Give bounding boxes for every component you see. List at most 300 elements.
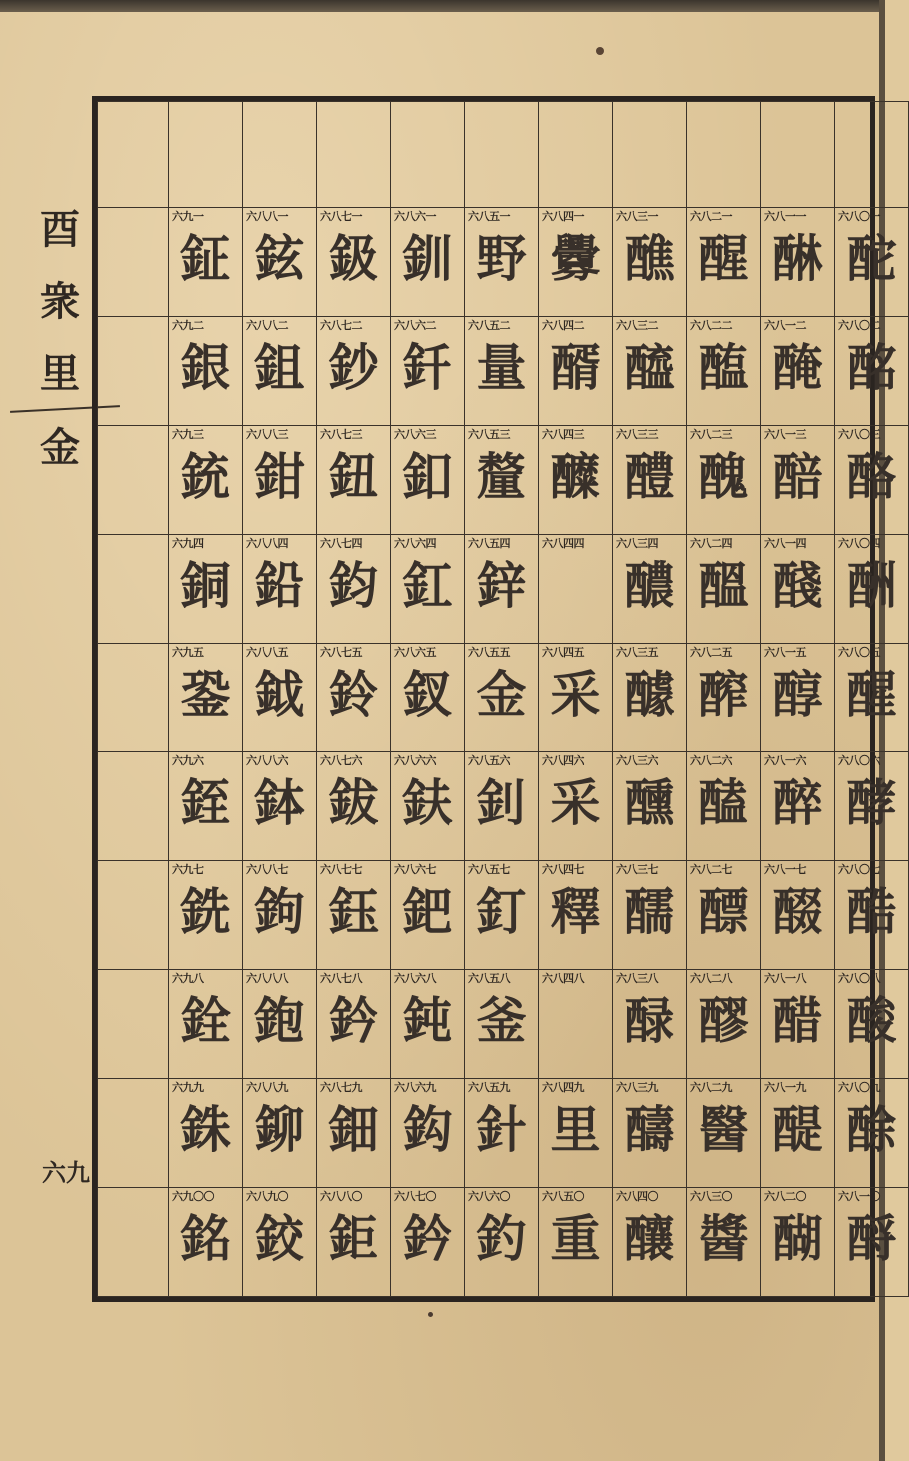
character-entry [243,643,317,752]
entry-character: 醊 [772,882,823,942]
entry-number: 六八七〇 [394,1190,436,1204]
blank-header-cell [317,102,391,208]
entry-number: 六八八〇 [320,1190,362,1204]
entry-number: 六八六三 [394,427,436,441]
character-entry [539,425,613,534]
entry-number: 六九六 [172,754,204,768]
character-entry [465,1079,539,1188]
entry-character: 銎 [180,664,231,724]
entry-character: 鉋 [254,991,305,1051]
blank-header-cell [613,102,687,208]
character-entry [539,643,613,752]
entry-number: 六八三五 [616,645,658,659]
entry-number: 六八八五 [246,645,288,659]
entry-number: 六八八一 [246,209,288,223]
blank-header-cell [761,102,835,208]
side-heading-char: 酉 [40,206,80,253]
character-entry [465,643,539,752]
character-entry [243,207,317,316]
character-entry [465,534,539,643]
entry-number: 六八二二 [690,318,732,332]
entry-number: 六九二 [172,318,204,332]
entry-character: 里 [550,1100,601,1160]
character-entry [391,207,465,316]
character-entry [317,534,391,643]
entry-number: 六八五九 [468,1081,510,1095]
entry-character: 釣 [476,1209,527,1269]
character-entry [613,207,687,316]
character-entry [687,752,761,861]
entry-number: 六八〇九 [838,1081,880,1095]
entry-number: 六八三七 [616,863,658,877]
entry-character: 醐 [772,1209,823,1269]
entry-character: 采 [550,664,601,724]
entry-number: 六八一一 [764,209,806,223]
character-entry [243,1079,317,1188]
character-entry [539,316,613,425]
entry-character: 醯 [624,337,675,397]
entry-character: 醬 [698,1209,749,1269]
entry-character: 醾 [550,446,601,506]
entry-character: 鉉 [254,228,305,288]
blank-header-cell [687,102,761,208]
entry-character: 醇 [772,664,823,724]
entry-number: 六八二七 [690,863,732,877]
entry-number: 六八〇二 [838,318,880,332]
character-entry [169,643,243,752]
entry-character: 鈐 [328,991,379,1051]
entry-character: 鈕 [328,446,379,506]
blank-header-cell [98,102,169,208]
entry-character: 鈔 [328,337,379,397]
entry-number: 六八三三 [616,427,658,441]
blank-header-cell [391,102,465,208]
entry-character: 醉 [772,773,823,833]
entry-number: 六八六五 [394,645,436,659]
character-entry [317,861,391,970]
entry-character: 酬 [846,555,897,615]
entry-number: 六八八二 [246,318,288,332]
entry-number: 六八七六 [320,754,362,768]
row-lead-cell [98,970,169,1079]
entry-number: 六八八三 [246,427,288,441]
character-entry [243,316,317,425]
character-entry [317,1188,391,1297]
entry-character: 釁 [550,228,601,288]
entry-number: 六八六〇 [468,1190,510,1204]
entry-character: 醴 [624,446,675,506]
ink-spot [596,47,604,55]
entry-number: 六八四五 [542,645,584,659]
entry-character: 鈴 [328,664,379,724]
entry-character: 醍 [772,1100,823,1160]
entry-number: 六八五一 [468,209,510,223]
entry-character: 鈒 [328,228,379,288]
row-lead-cell [98,861,169,970]
table-row [98,861,909,970]
entry-number: 六九八 [172,972,204,986]
character-entry [613,534,687,643]
entry-character: 醫 [698,1100,749,1160]
entry-number: 六八〇六 [838,754,880,768]
character-entry [761,643,835,752]
entry-number: 六八二八 [690,972,732,986]
character-entry [835,1079,909,1188]
page-number: 六九 [42,1158,90,1187]
entry-number: 六八八六 [246,754,288,768]
entry-character: 醆 [772,555,823,615]
entry-number: 六八三六 [616,754,658,768]
character-entry [613,643,687,752]
character-entry [835,1188,909,1297]
entry-character: 醥 [698,882,749,942]
entry-character: 釜 [476,991,527,1051]
character-entry [465,752,539,861]
entry-number: 六九〇〇 [172,1190,214,1204]
entry-number: 六八〇三 [838,427,880,441]
character-entry [835,207,909,316]
entry-number: 六八四〇 [616,1190,658,1204]
entry-character: 鈿 [328,1100,379,1160]
entry-number: 六八七七 [320,863,362,877]
entry-number: 六八三四 [616,536,658,550]
character-entry [243,970,317,1079]
entry-number: 六八五七 [468,863,510,877]
entry-number: 六八七九 [320,1081,362,1095]
entry-character: 酷 [846,882,897,942]
character-entry [539,1188,613,1297]
entry-character: 銓 [180,991,231,1051]
entry-number: 六八六九 [394,1081,436,1095]
entry-number: 六八四六 [542,754,584,768]
entry-character: 鋅 [476,555,527,615]
entry-number: 六八三九 [616,1081,658,1095]
entry-number: 六八一五 [764,645,806,659]
entry-character: 鉞 [254,664,305,724]
entry-character: 鉦 [180,228,231,288]
entry-character: 醢 [698,337,749,397]
entry-character: 銀 [180,337,231,397]
blank-header-cell [835,102,909,208]
character-entry [317,1079,391,1188]
entry-number: 六八八七 [246,863,288,877]
entry-character: 釗 [476,773,527,833]
entry-number: 六八七一 [320,209,362,223]
character-entry [687,643,761,752]
entry-character: 鈎 [402,1100,453,1160]
entry-character: 醋 [772,991,823,1051]
character-entry [243,861,317,970]
character-entry [613,1079,687,1188]
entry-character: 釺 [402,337,453,397]
entry-number: 六八〇八 [838,972,880,986]
character-entry [761,207,835,316]
entry-number: 六八二五 [690,645,732,659]
entry-character: 醂 [772,228,823,288]
character-entry [835,316,909,425]
entry-number: 六八四三 [542,427,584,441]
entry-number: 六八六四 [394,536,436,550]
entry-character: 醒 [846,664,897,724]
entry-character: 釋 [550,882,601,942]
character-entry [761,752,835,861]
entry-character: 醞 [698,555,749,615]
table-row [98,534,909,643]
entry-character: 酩 [846,337,897,397]
entry-character: 銅 [180,555,231,615]
character-entry [317,207,391,316]
entry-character: 鉏 [254,337,305,397]
table-row [98,752,909,861]
character-entry [687,970,761,1079]
entry-number: 六八九〇 [246,1190,288,1204]
entry-number: 六八六七 [394,863,436,877]
table-row [98,316,909,425]
entry-number: 六八二四 [690,536,732,550]
row-lead-cell [98,1188,169,1297]
header-row [98,102,909,208]
entry-number: 六九九 [172,1081,204,1095]
entry-number: 六八三八 [616,972,658,986]
entry-number: 六八二一 [690,209,732,223]
entry-number: 六八六一 [394,209,436,223]
entry-character: 銘 [180,1209,231,1269]
table-row [98,1188,909,1297]
character-entry [391,1079,465,1188]
entry-number: 六八六八 [394,972,436,986]
character-entry [687,425,761,534]
row-lead-cell [98,643,169,752]
character-entry [391,425,465,534]
character-entry [761,1079,835,1188]
character-entry [761,861,835,970]
character-entry [317,970,391,1079]
character-entry [835,534,909,643]
side-heading-char: 金 [40,424,80,471]
entry-character: 鈍 [402,991,453,1051]
character-entry [169,970,243,1079]
entry-number: 六八四四 [542,536,584,550]
blank-header-cell [169,102,243,208]
entry-number: 六八二三 [690,427,732,441]
entry-number: 六九四 [172,536,204,550]
blank-header-cell [539,102,613,208]
entry-number: 六八〇五 [838,645,880,659]
character-entry [761,425,835,534]
table-row [98,1079,909,1188]
entry-number: 六八七八 [320,972,362,986]
entry-character: 醵 [624,664,675,724]
character-entry [613,970,687,1079]
entry-character: 鈇 [402,773,453,833]
entry-number: 六八五三 [468,427,510,441]
entry-character: 酡 [846,228,897,288]
entry-character: 醘 [698,773,749,833]
entry-number: 六八〇七 [838,863,880,877]
entry-character: 鈸 [328,773,379,833]
entry-number: 六八一八 [764,972,806,986]
character-entry [169,1079,243,1188]
entry-number: 六八七四 [320,536,362,550]
entry-number: 六八一〇 [838,1190,880,1204]
entry-character: 釭 [402,555,453,615]
character-entry [835,861,909,970]
entry-character: 釦 [402,446,453,506]
entry-character: 醁 [624,991,675,1051]
entry-character: 酹 [846,1209,897,1269]
blank-header-cell [243,102,317,208]
character-entry [761,316,835,425]
top-shadow-band [0,0,885,12]
character-entry [169,425,243,534]
entry-number: 六八三一 [616,209,658,223]
blank-header-cell [465,102,539,208]
entry-number: 六八六六 [394,754,436,768]
entry-number: 六八二九 [690,1081,732,1095]
character-entry [613,316,687,425]
character-entry [539,534,613,643]
table-row [98,643,909,752]
entry-character: 鉢 [254,773,305,833]
entry-number: 六八五四 [468,536,510,550]
entry-character: 鈞 [328,555,379,615]
table-row [98,207,909,316]
entry-number: 六八一六 [764,754,806,768]
entry-character: 醮 [624,228,675,288]
character-index-table [97,101,909,1297]
ink-spot [428,1312,433,1317]
row-lead-cell [98,316,169,425]
entry-character: 鈀 [402,882,453,942]
entry-character: 銖 [180,1100,231,1160]
character-entry [539,207,613,316]
character-entry [391,970,465,1079]
entry-character: 醺 [624,773,675,833]
entry-character: 醹 [624,882,675,942]
character-entry [687,534,761,643]
character-entry [465,316,539,425]
entry-number: 六八七三 [320,427,362,441]
character-entry [465,861,539,970]
entry-number: 六八五六 [468,754,510,768]
row-lead-cell [98,1079,169,1188]
character-entry [243,1188,317,1297]
character-entry [391,643,465,752]
character-entry [169,534,243,643]
entry-number: 六八一四 [764,536,806,550]
character-entry [465,207,539,316]
entry-character: 釘 [476,882,527,942]
entry-number: 六八四七 [542,863,584,877]
entry-character: 鉛 [254,555,305,615]
character-entry [539,861,613,970]
side-heading-char: 衆 [40,278,80,325]
character-entry [465,970,539,1079]
character-entry [391,1188,465,1297]
character-entry [317,316,391,425]
entry-character: 醪 [698,991,749,1051]
entry-number: 六八一七 [764,863,806,877]
entry-number: 六九五 [172,645,204,659]
entry-number: 六八六二 [394,318,436,332]
character-entry [391,316,465,425]
character-entry [687,207,761,316]
entry-character: 酵 [846,773,897,833]
character-entry [835,970,909,1079]
entry-character: 鉸 [254,1209,305,1269]
character-entry [761,970,835,1079]
entry-number: 六八四二 [542,318,584,332]
character-entry [169,207,243,316]
character-entry [391,752,465,861]
entry-number: 六八一三 [764,427,806,441]
entry-character: 釀 [624,1209,675,1269]
character-entry [835,425,909,534]
entry-character: 鈐 [402,1209,453,1269]
character-entry [539,1079,613,1188]
entry-number: 六八八八 [246,972,288,986]
entry-character: 酸 [846,991,897,1051]
character-entry [465,1188,539,1297]
entry-number: 六八八九 [246,1081,288,1095]
character-entry [687,316,761,425]
row-lead-cell [98,534,169,643]
entry-character: 酴 [846,1100,897,1160]
entry-number: 六八八四 [246,536,288,550]
character-entry [539,752,613,861]
entry-character: 鉗 [254,446,305,506]
entry-character: 釧 [402,228,453,288]
entry-character: 酪 [846,446,897,506]
entry-character: 鉅 [328,1209,379,1269]
entry-character: 醃 [772,337,823,397]
character-entry [687,1188,761,1297]
entry-number: 六八四八 [542,972,584,986]
character-entry [613,861,687,970]
entry-character: 釵 [402,664,453,724]
entry-character: 量 [476,337,527,397]
entry-number: 六八三二 [616,318,658,332]
character-entry [243,534,317,643]
entry-character: 醅 [772,446,823,506]
character-entry [391,861,465,970]
entry-character: 醒 [698,228,749,288]
character-entry [835,643,909,752]
entry-number: 六八五五 [468,645,510,659]
entry-number: 六八一九 [764,1081,806,1095]
entry-character: 鉚 [254,1100,305,1160]
entry-character: 釐 [476,446,527,506]
entry-character: 金 [476,664,527,724]
character-entry [317,643,391,752]
entry-number: 六八二〇 [764,1190,806,1204]
entry-character: 銃 [180,446,231,506]
character-entry [613,425,687,534]
entry-number: 六九三 [172,427,204,441]
entry-character: 醡 [698,664,749,724]
entry-number: 六八四九 [542,1081,584,1095]
row-lead-cell [98,752,169,861]
entry-character: 銑 [180,882,231,942]
entry-character: 重 [550,1209,601,1269]
character-entry [169,316,243,425]
entry-character: 銍 [180,773,231,833]
entry-number: 六八二六 [690,754,732,768]
side-heading-char: 里 [40,350,80,397]
entry-number: 六八〇一 [838,209,880,223]
entry-number: 六九七 [172,863,204,877]
character-entry [465,425,539,534]
